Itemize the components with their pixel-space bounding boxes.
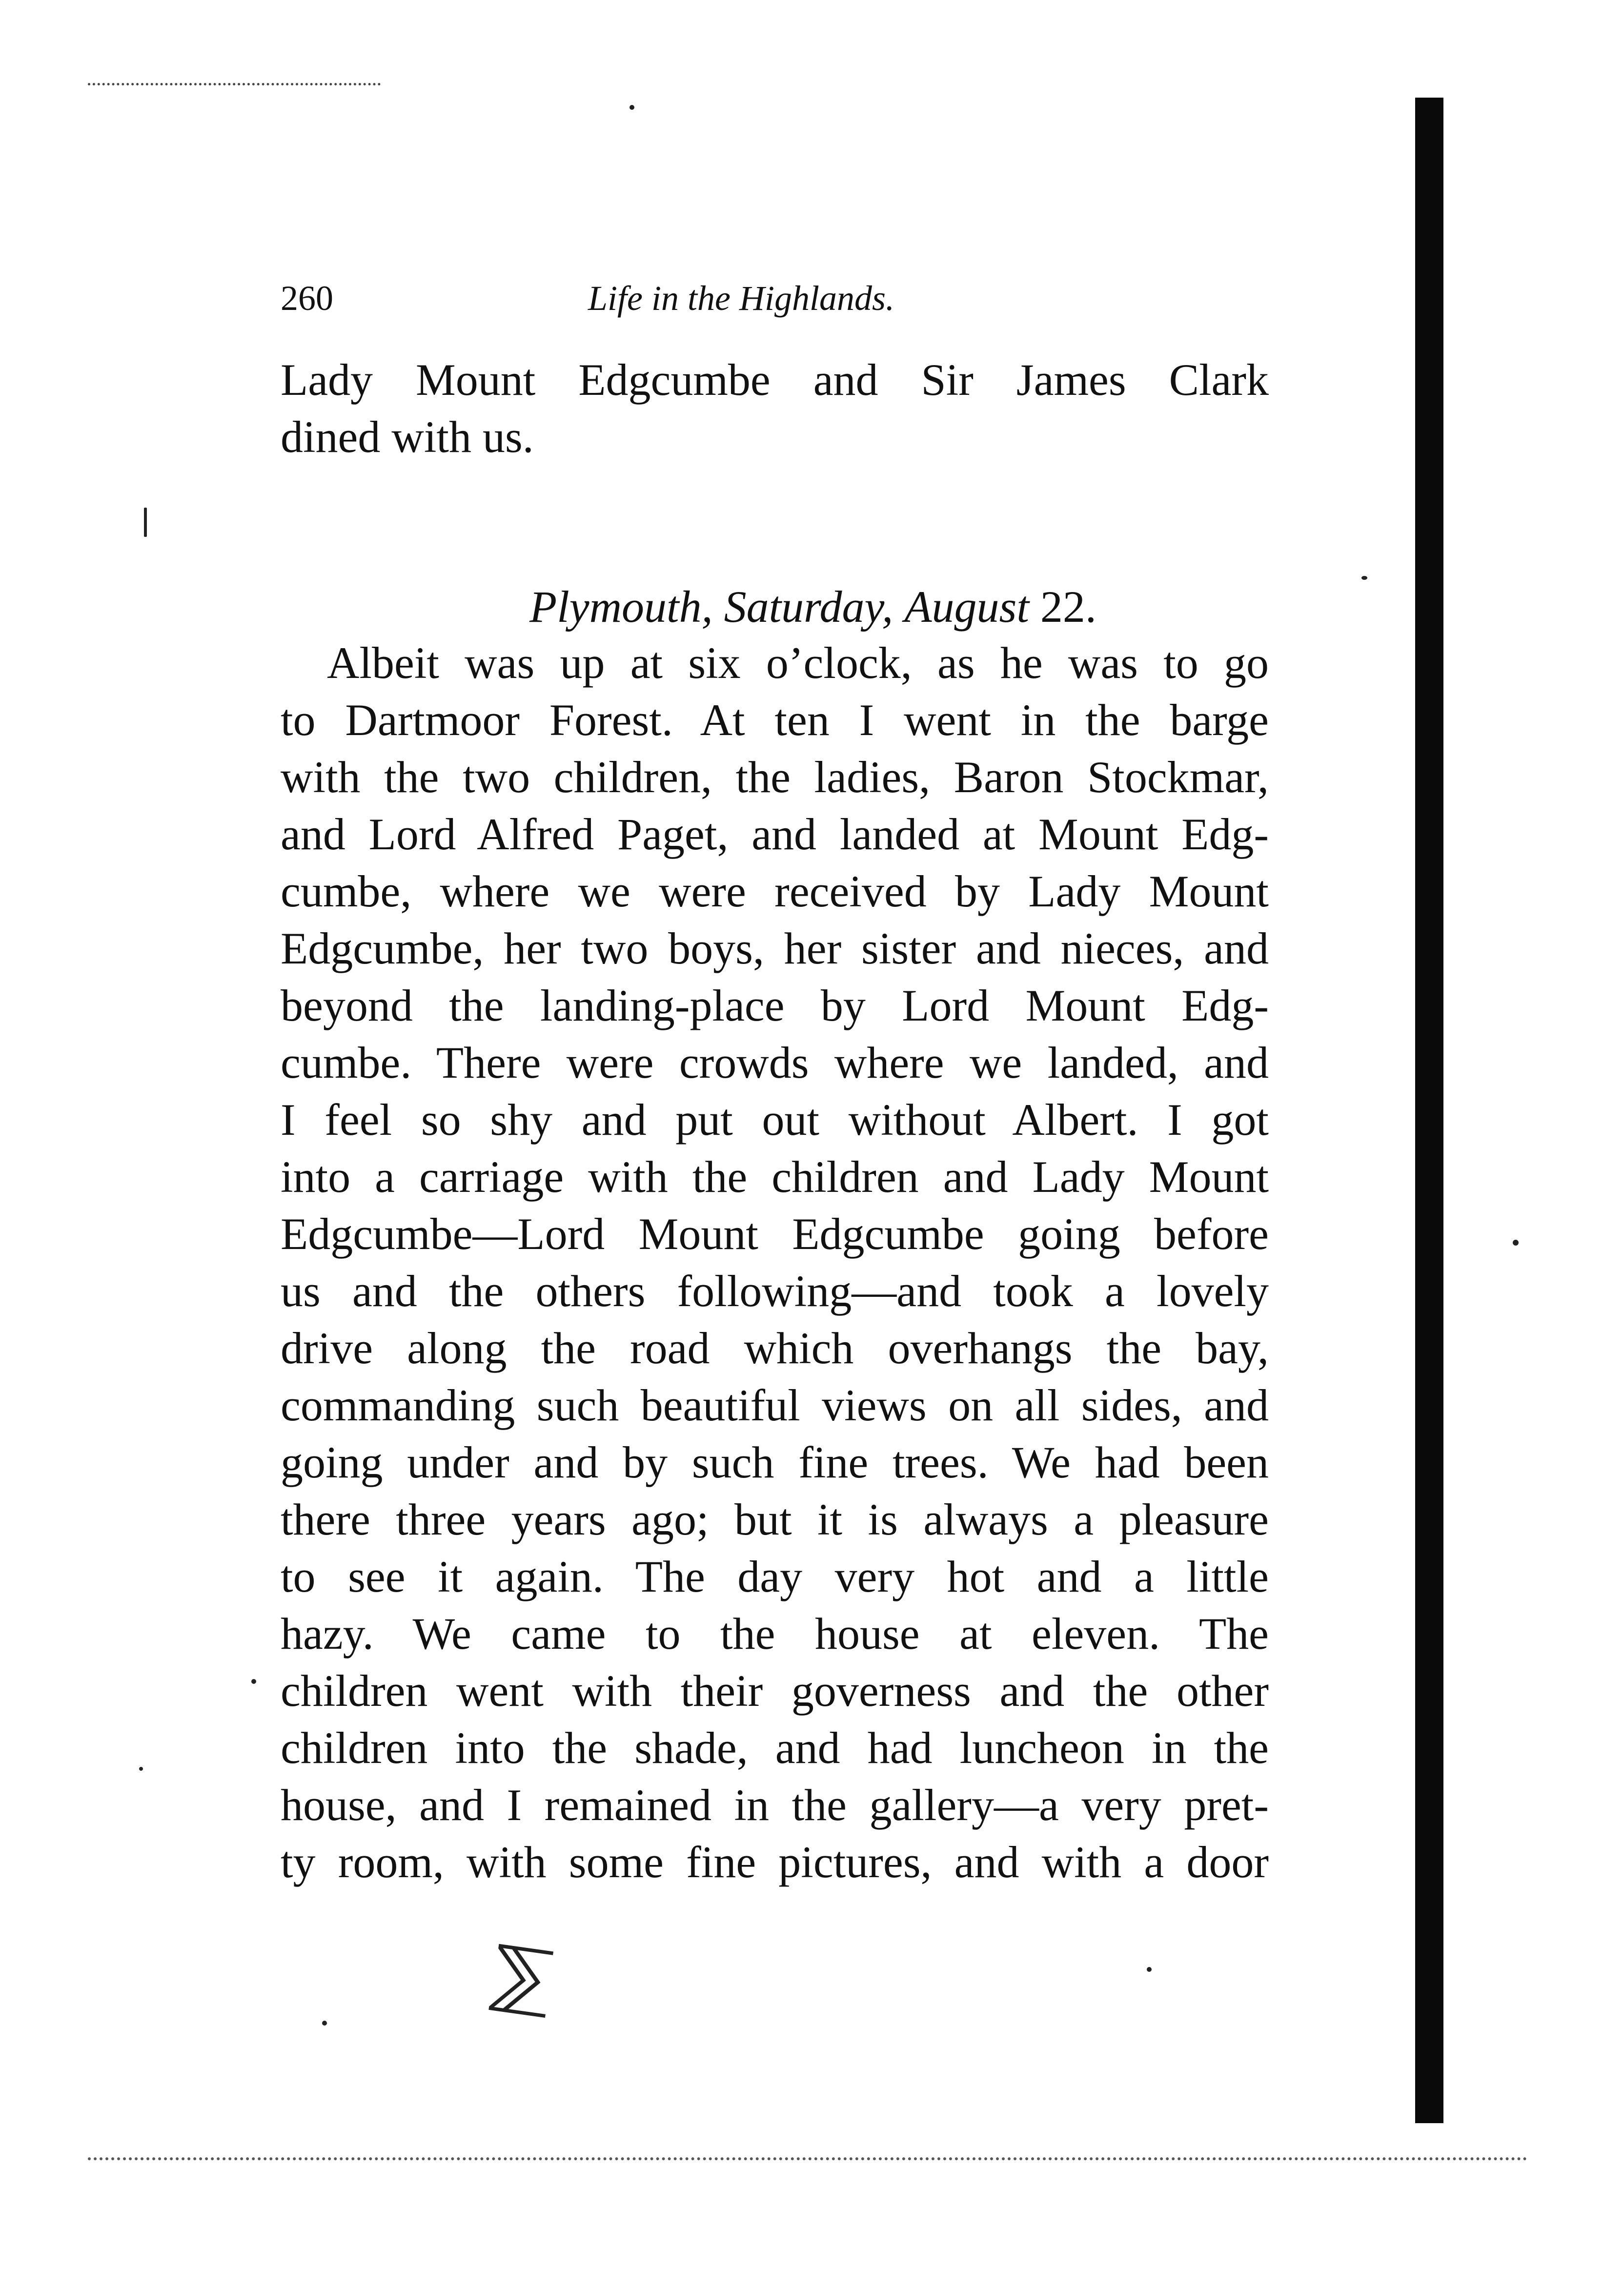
dateline-day: Saturday, [724,582,893,632]
text-line: cumbe, where we were received by Lady Mount [281,866,1269,916]
scan-noise-bottom [88,2157,1527,2170]
text-line: beyond the landing-place by Lord Mount Edg- [281,981,1269,1030]
running-title: Life in the Highlands. [588,279,894,318]
dateline-month: August [904,582,1029,632]
text-line: to Dartmoor Forest. At ten I went in the barge [281,695,1269,745]
text-line: hazy. We came to the house at eleven. The [281,1609,1269,1659]
text-line: with the two children, the ladies, Baron Stockmar, [281,752,1269,802]
paragraph-1 [281,351,1269,466]
text-line: us and the others following—and took a lovely [281,1266,1269,1316]
text-line: going under and by such fine trees. We had been [281,1437,1269,1487]
text-line: children went with their governess and the other [281,1666,1269,1716]
text-line: drive along the road which overhangs the bay, [281,1323,1269,1373]
dateline-place: Plymouth, [529,582,713,632]
text-line: children into the shade, and had luncheon in the [281,1723,1269,1773]
text-line: and Lord Alfred Paget, and landed at Mount Edg- [281,809,1269,859]
text-line: commanding such beautiful views on all sides, and [281,1380,1269,1430]
text-line: cumbe. There were crowds where we landed, and [281,1038,1269,1087]
page-number: 260 [281,279,333,318]
dateline [529,578,1261,635]
pencil-mark: ⅀ [487,1931,558,2020]
text-line: there three years ago; but it is always a pleasure [281,1495,1269,1544]
paragraph-2 [281,635,1269,1891]
text-line: I feel so shy and put out without Albert. I got [281,1095,1269,1145]
text-line: Lady Mount Edgcumbe and Sir James Clark [281,355,1269,405]
text-line: dined with us. [281,412,534,462]
scan-noise-top [88,83,381,95]
text-line: Edgcumbe, her two boys, her sister and nieces, and [281,923,1269,973]
binding-shadow [1415,98,1443,2123]
page-header [281,278,1257,322]
text-line: into a carriage with the children and Lady Mount [281,1152,1269,1202]
text-line: ty room, with some fine pictures, and with a door [281,1837,1269,1887]
text-line: to see it again. The day very hot and a little [281,1552,1269,1601]
text-line: Albeit was up at six o’clock, as he was to go [327,638,1269,688]
dateline-date: 22. [1040,582,1096,632]
text-line: Edgcumbe—Lord Mount Edgcumbe going before [281,1209,1269,1259]
text-line: house, and I remained in the gallery—a very pret- [281,1780,1269,1830]
